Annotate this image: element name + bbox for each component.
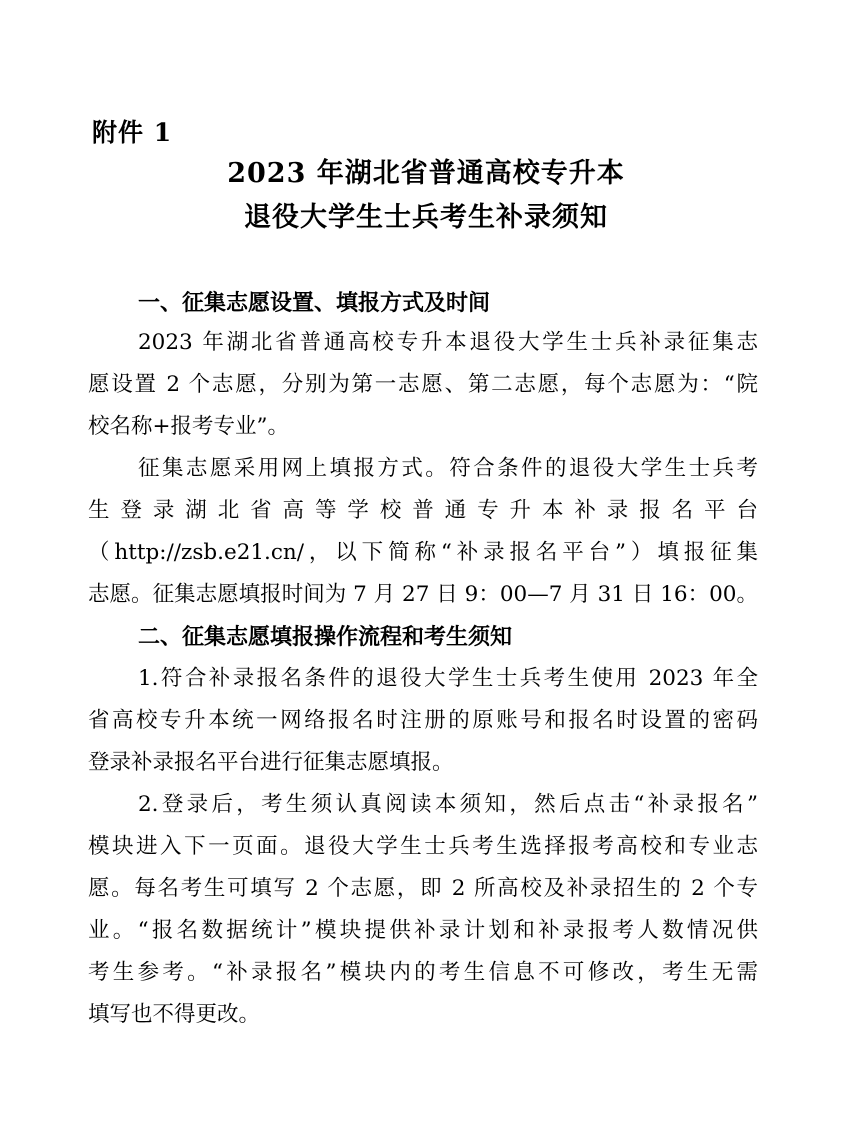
paragraph-line: 愿设置 2 个志愿，分别为第一志愿、第二志愿，每个志愿为：“院 <box>88 372 758 397</box>
paragraph-line: 登录补录报名平台进行征集志愿填报。 <box>88 750 454 775</box>
section-heading-2: 二、征集志愿填报操作流程和考生须知 <box>138 624 513 650</box>
paragraph-line: 志愿。征集志愿填报时间为 7 月 27 日 9：00—7 月 31 日 16：00。 <box>88 582 758 607</box>
paragraph-line: 填写也不得更改。 <box>88 1002 261 1027</box>
paragraph-line: （http://zsb.e21.cn/，以下简称“补录报名平台”）填报征集 <box>88 540 758 565</box>
paragraph-line: 2023 年湖北省普通高校专升本退役大学生士兵补录征集志 <box>138 330 758 355</box>
attachment-label: 附件 1 <box>92 118 173 147</box>
paragraph-line: 业。“报名数据统计”模块提供补录计划和补录报考人数情况供 <box>88 918 758 943</box>
paragraph-line: 2.登录后，考生须认真阅读本须知，然后点击“补录报名” <box>138 792 758 817</box>
document-title-line-2: 退役大学生士兵考生补录须知 <box>244 202 608 233</box>
section-heading-1: 一、征集志愿设置、填报方式及时间 <box>138 290 491 316</box>
paragraph-line: 征集志愿采用网上填报方式。符合条件的退役大学生士兵考 <box>138 456 758 481</box>
paragraph-line: 考生参考。“补录报名”模块内的考生信息不可修改，考生无需 <box>88 960 758 985</box>
paragraph-line: 愿。每名考生可填写 2 个志愿，即 2 所高校及补录招生的 2 个专 <box>88 876 758 901</box>
paragraph-line: 1.符合补录报名条件的退役大学生士兵考生使用 2023 年全 <box>138 666 758 691</box>
paragraph-line: 省高校专升本统一网络报名时注册的原账号和报名时设置的密码 <box>88 708 758 733</box>
paragraph-line: 模块进入下一页面。退役大学生士兵考生选择报考高校和专业志 <box>88 834 758 859</box>
paragraph-line: 校名称+报考专业”。 <box>88 414 290 439</box>
document-title-line-1: 2023 年湖北省普通高校专升本 <box>227 158 625 189</box>
paragraph-line: 生登录湖北省高等学校普通专升本补录报名平台 <box>88 498 758 523</box>
